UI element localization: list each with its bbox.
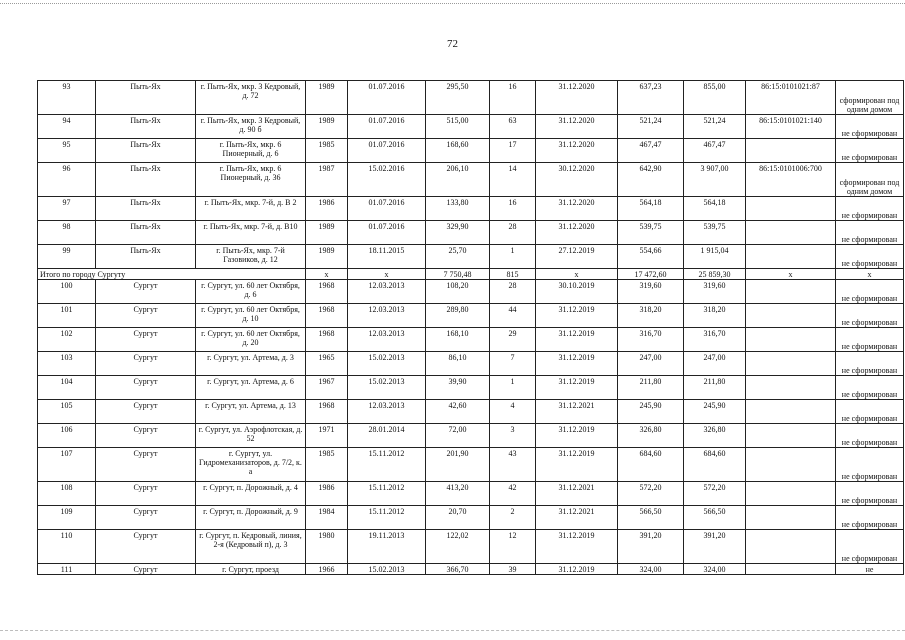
cell-date: 31.12.2021 [536,506,618,530]
cell-status: не [836,564,904,575]
cell-year: 1986 [306,482,348,506]
cell-no: 109 [38,506,96,530]
cell-cadastre [746,221,836,245]
cell-area: 168,60 [426,139,490,163]
cell-date: 31.12.2019 [536,304,618,328]
cell-no: 110 [38,530,96,564]
cell-area: 329,90 [426,221,490,245]
cell-address: г. Сургут, ул. Аэрофлотская, д. 52 [196,424,306,448]
cell-cadastre: 86:15:0101021:87 [746,81,836,115]
cell-people: 42 [490,482,536,506]
register-table [37,80,904,575]
total-status: x [836,269,904,280]
cell-cost: 684,60 [684,448,746,482]
table-row [38,197,904,221]
table-row [38,139,904,163]
table-row [38,424,904,448]
cell-city: Сургут [96,376,196,400]
cell-no: 103 [38,352,96,376]
cell-cost: 637,23 [618,81,684,115]
cell-area: 366,70 [426,564,490,575]
cell-cost: 642,90 [618,163,684,197]
cell-cadastre [746,424,836,448]
cell-cost: 855,00 [684,81,746,115]
cell-date: 15.02.2013 [348,564,426,575]
cell-city: Пыть-Ях [96,81,196,115]
total-cost: 25 859,30 [684,269,746,280]
cell-status: не сформирован [836,221,904,245]
cell-date: 12.03.2013 [348,328,426,352]
cell-status: не сформирован [836,376,904,400]
table-row [38,280,904,304]
cell-year: 1968 [306,328,348,352]
cell-no: 99 [38,245,96,269]
cell-cadastre [746,506,836,530]
cell-address: г. Пыть-Ях, мкр. 6 Пионерный, д. 36 [196,163,306,197]
cell-date: 31.12.2019 [536,352,618,376]
cell-date: 28.01.2014 [348,424,426,448]
cell-year: 1967 [306,376,348,400]
cell-no: 98 [38,221,96,245]
cell-cost: 566,50 [618,506,684,530]
cell-cost: 564,18 [684,197,746,221]
cell-status: сформирован под одним домом [836,81,904,115]
scan-edge-bottom [0,630,905,631]
cell-date: 12.03.2013 [348,400,426,424]
cell-people: 28 [490,221,536,245]
table-row [38,400,904,424]
cell-area: 515,00 [426,115,490,139]
cell-area: 25,70 [426,245,490,269]
cell-address: г. Пыть-Ях, мкр. 7-й, д. В10 [196,221,306,245]
cell-year: 1989 [306,221,348,245]
cell-cost: 211,80 [618,376,684,400]
cell-date: 30.12.2020 [536,163,618,197]
cell-date: 01.07.2016 [348,221,426,245]
cell-date: 15.02.2016 [348,163,426,197]
cell-cost: 326,80 [618,424,684,448]
cell-cost: 319,60 [684,280,746,304]
cell-cost: 467,47 [684,139,746,163]
cell-area: 86,10 [426,352,490,376]
cell-status: не сформирован [836,245,904,269]
cell-cadastre [746,530,836,564]
cell-city: Сургут [96,304,196,328]
cell-date: 01.07.2016 [348,81,426,115]
cell-city: Сургут [96,352,196,376]
total-area: 7 750,48 [426,269,490,280]
cell-cost: 319,60 [618,280,684,304]
cell-status: не сформирован [836,506,904,530]
table-row [38,564,904,575]
cell-cadastre: 86:15:0101021:140 [746,115,836,139]
cell-address: г. Сургут, п. Дорожный, д. 4 [196,482,306,506]
cell-status: не сформирован [836,304,904,328]
cell-address: г. Сургут, ул. Артема, д. 6 [196,376,306,400]
cell-address: г. Сургут, ул. 60 лет Октября, д. 10 [196,304,306,328]
cell-date: 31.12.2020 [536,115,618,139]
cell-people: 7 [490,352,536,376]
total-cost: 17 472,60 [618,269,684,280]
cell-area: 42,60 [426,400,490,424]
cell-no: 96 [38,163,96,197]
cell-cost: 211,80 [684,376,746,400]
cell-area: 168,10 [426,328,490,352]
cell-cost: 247,00 [684,352,746,376]
cell-no: 101 [38,304,96,328]
cell-cost: 326,80 [684,424,746,448]
cell-date: 31.12.2021 [536,482,618,506]
table-row [38,245,904,269]
cell-people: 12 [490,530,536,564]
cell-area: 295,50 [426,81,490,115]
cell-city: Пыть-Ях [96,245,196,269]
cell-year: 1965 [306,352,348,376]
cell-area: 108,20 [426,280,490,304]
cell-no: 102 [38,328,96,352]
cell-cost: 316,70 [618,328,684,352]
cell-cost: 324,00 [618,564,684,575]
cell-date: 31.12.2020 [536,81,618,115]
cell-cadastre [746,352,836,376]
cell-year: 1985 [306,448,348,482]
cell-city: Сургут [96,564,196,575]
cell-cost: 521,24 [618,115,684,139]
cell-status: не сформирован [836,352,904,376]
cell-cadastre [746,197,836,221]
cell-cost: 564,18 [618,197,684,221]
cell-cadastre [746,139,836,163]
cell-cost: 539,75 [684,221,746,245]
cell-status: не сформирован [836,139,904,163]
cell-date: 31.12.2019 [536,376,618,400]
cell-cost: 684,60 [618,448,684,482]
cell-people: 17 [490,139,536,163]
total-label: Итого по городу Сургуту [38,269,306,280]
cell-date: 31.12.2019 [536,448,618,482]
cell-date: 12.03.2013 [348,304,426,328]
cell-date: 31.12.2019 [536,328,618,352]
cell-city: Сургут [96,506,196,530]
cell-city: Пыть-Ях [96,115,196,139]
cell-area: 133,80 [426,197,490,221]
table-row [38,530,904,564]
cell-year: 1987 [306,163,348,197]
cell-date: 15.11.2012 [348,506,426,530]
cell-people: 16 [490,197,536,221]
cell-year: 1989 [306,115,348,139]
cell-no: 106 [38,424,96,448]
cell-no: 108 [38,482,96,506]
cell-city: Пыть-Ях [96,163,196,197]
cell-status: не сформирован [836,448,904,482]
cell-people: 1 [490,245,536,269]
cell-year: 1966 [306,564,348,575]
cell-no: 107 [38,448,96,482]
total-date: x [536,269,618,280]
cell-people: 29 [490,328,536,352]
cell-cadastre [746,328,836,352]
table-row [38,163,904,197]
cell-cost: 318,20 [618,304,684,328]
table-row [38,506,904,530]
cell-cadastre: 86:15:0101006:700 [746,163,836,197]
cell-date: 31.12.2021 [536,400,618,424]
cell-date: 27.12.2019 [536,245,618,269]
cell-area: 413,20 [426,482,490,506]
cell-year: 1985 [306,139,348,163]
cell-date: 19.11.2013 [348,530,426,564]
cell-date: 01.07.2016 [348,139,426,163]
cell-date: 01.07.2016 [348,115,426,139]
total-people: 815 [490,269,536,280]
cell-date: 15.02.2013 [348,376,426,400]
table-row [38,352,904,376]
cell-status: не сформирован [836,424,904,448]
cell-cadastre [746,564,836,575]
cell-people: 43 [490,448,536,482]
table-row [38,115,904,139]
table-row [38,221,904,245]
cell-cost: 566,50 [684,506,746,530]
cell-address: г. Сургут, ул. 60 лет Октября, д. 20 [196,328,306,352]
cell-status: не сформирован [836,115,904,139]
cell-date: 31.12.2020 [536,221,618,245]
cell-people: 3 [490,424,536,448]
cell-cost: 467,47 [618,139,684,163]
cell-city: Сургут [96,328,196,352]
cell-cost: 316,70 [684,328,746,352]
cell-year: 1971 [306,424,348,448]
cell-cadastre [746,482,836,506]
cell-status: не сформирован [836,280,904,304]
cell-status: не сформирован [836,328,904,352]
cell-status: не сформирован [836,197,904,221]
cell-cost: 3 907,00 [684,163,746,197]
cell-area: 201,90 [426,448,490,482]
cell-no: 111 [38,564,96,575]
cell-city: Сургут [96,530,196,564]
cell-no: 97 [38,197,96,221]
cell-status: не сформирован [836,530,904,564]
table-row [38,328,904,352]
cell-cadastre [746,376,836,400]
cell-city: Сургут [96,424,196,448]
cell-city: Сургут [96,400,196,424]
cell-date: 31.12.2020 [536,197,618,221]
cell-city: Сургут [96,482,196,506]
cell-no: 105 [38,400,96,424]
cell-year: 1989 [306,81,348,115]
cell-year: 1989 [306,245,348,269]
cell-address: г. Сургут, ул. Артема, д. 13 [196,400,306,424]
cell-cadastre [746,400,836,424]
cell-address: г. Сургут, проезд [196,564,306,575]
cell-year: 1968 [306,280,348,304]
cell-no: 100 [38,280,96,304]
cell-date: 15.02.2013 [348,352,426,376]
cell-date: 30.10.2019 [536,280,618,304]
cell-people: 63 [490,115,536,139]
cell-year: 1984 [306,506,348,530]
cell-cadastre [746,280,836,304]
cell-no: 95 [38,139,96,163]
total-cadastre: x [746,269,836,280]
page-number: 72 [447,38,458,50]
table-row [38,448,904,482]
cell-cadastre [746,304,836,328]
cell-no: 93 [38,81,96,115]
cell-address: г. Сургут, п. Дорожный, д. 9 [196,506,306,530]
table-row [38,81,904,115]
table-row [38,482,904,506]
cell-date: 31.12.2019 [536,530,618,564]
cell-cost: 554,66 [618,245,684,269]
cell-people: 16 [490,81,536,115]
total-row [38,269,904,280]
cell-people: 28 [490,280,536,304]
cell-status: не сформирован [836,400,904,424]
cell-address: г. Сургут, ул. 60 лет Октября, д. 6 [196,280,306,304]
cell-people: 2 [490,506,536,530]
cell-date: 31.12.2019 [536,424,618,448]
cell-cost: 572,20 [684,482,746,506]
cell-address: г. Пыть-Ях, мкр. 3 Кедровый, д. 72 [196,81,306,115]
cell-date: 31.12.2019 [536,564,618,575]
cell-cost: 318,20 [684,304,746,328]
cell-cost: 245,90 [618,400,684,424]
cell-address: г. Сургут, ул. Гидромеханизаторов, д. 7/2, к. а [196,448,306,482]
total-date: x [348,269,426,280]
scan-edge-top [0,3,905,4]
cell-city: Пыть-Ях [96,221,196,245]
cell-address: г. Пыть-Ях, мкр. 7-й Газовиков, д. 12 [196,245,306,269]
cell-area: 20,70 [426,506,490,530]
cell-cost: 539,75 [618,221,684,245]
cell-date: 12.03.2013 [348,280,426,304]
cell-date: 01.07.2016 [348,197,426,221]
cell-people: 1 [490,376,536,400]
cell-address: г. Пыть-Ях, мкр. 3 Кедровый, д. 90 б [196,115,306,139]
cell-area: 39,90 [426,376,490,400]
cell-area: 72,00 [426,424,490,448]
cell-date: 18.11.2015 [348,245,426,269]
cell-cost: 521,24 [684,115,746,139]
cell-cadastre [746,245,836,269]
cell-area: 122,02 [426,530,490,564]
cell-city: Сургут [96,448,196,482]
cell-cadastre [746,448,836,482]
cell-address: г. Сургут, ул. Артема, д. 3 [196,352,306,376]
cell-cost: 391,20 [618,530,684,564]
cell-people: 4 [490,400,536,424]
cell-date: 15.11.2012 [348,448,426,482]
cell-area: 206,10 [426,163,490,197]
total-year: x [306,269,348,280]
cell-city: Пыть-Ях [96,139,196,163]
cell-date: 15.11.2012 [348,482,426,506]
cell-date: 31.12.2020 [536,139,618,163]
cell-year: 1968 [306,304,348,328]
cell-year: 1986 [306,197,348,221]
cell-year: 1968 [306,400,348,424]
cell-people: 39 [490,564,536,575]
cell-cost: 572,20 [618,482,684,506]
cell-address: г. Пыть-Ях, мкр. 7-й, д. В 2 [196,197,306,221]
cell-address: г. Сургут, п. Кедровый, линия, 2-я (Кедровый п), д. 3 [196,530,306,564]
cell-people: 44 [490,304,536,328]
cell-no: 94 [38,115,96,139]
cell-city: Сургут [96,280,196,304]
cell-cost: 1 915,04 [684,245,746,269]
cell-cost: 247,00 [618,352,684,376]
cell-cost: 245,90 [684,400,746,424]
cell-area: 289,80 [426,304,490,328]
cell-cost: 391,20 [684,530,746,564]
table-row [38,304,904,328]
cell-address: г. Пыть-Ях, мкр. 6 Пионерный, д. 6 [196,139,306,163]
cell-people: 14 [490,163,536,197]
cell-city: Пыть-Ях [96,197,196,221]
cell-status: сформирован под одним домом [836,163,904,197]
cell-cost: 324,00 [684,564,746,575]
table-row [38,376,904,400]
cell-no: 104 [38,376,96,400]
cell-status: не сформирован [836,482,904,506]
cell-year: 1980 [306,530,348,564]
